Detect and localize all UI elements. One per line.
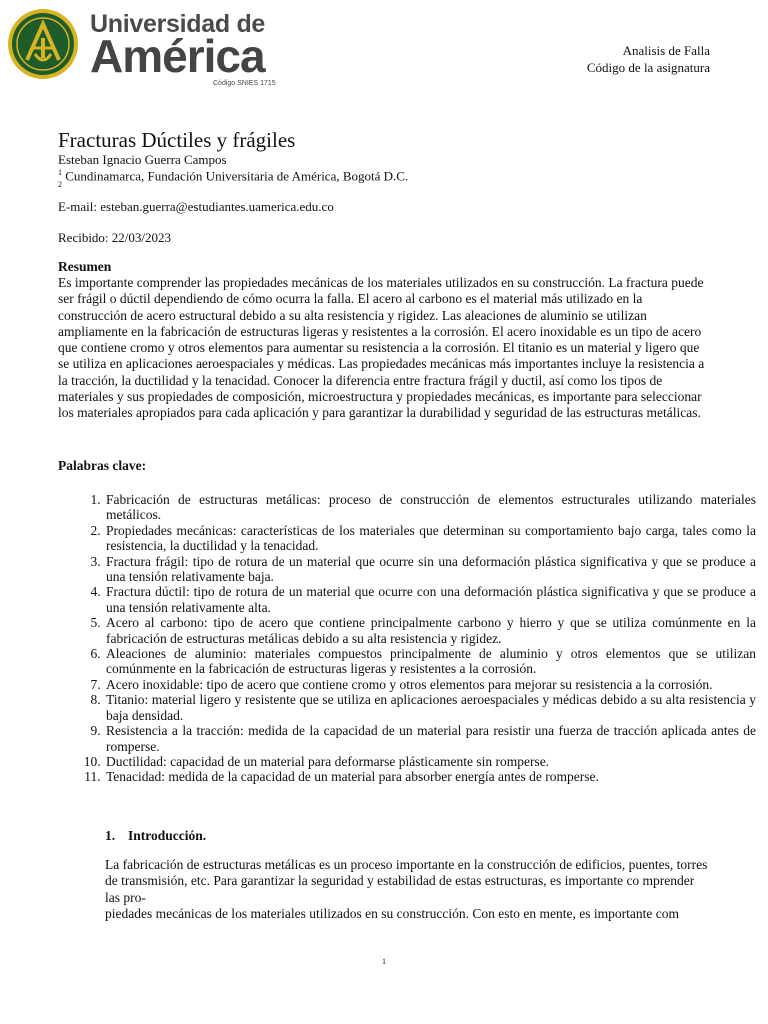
- keyword-item: 1. Fabricación de estructuras metálicas: proceso de construcción de elementos estructurales utilizando materiales metálicos.: [104, 492, 756, 523]
- keyword-item: 2. Propiedades mecánicas: características de los materiales que determinan su comportamiento bajo carga, tales como la resistencia, la ductilidad y la tenacidad.: [104, 523, 756, 554]
- university-name-line2: América: [90, 30, 265, 82]
- snies-code: Código SNIES 1715: [213, 80, 276, 87]
- page-number: 1: [382, 957, 386, 966]
- keyword-item: 7. Acero inoxidable: tipo de acero que contiene cromo y otros elementos para mejorar su resistencia a la corrosión.: [104, 677, 756, 692]
- keyword-item: 11. Tenacidad: medida de la capacidad de un material para absorber energía antes de romperse.: [104, 769, 756, 784]
- intro-paragraph-line1: La fabricación de estructuras metálicas es un proceso importante en la construcción de edificios, puentes, torres de transmisión, etc. Para garantizar la seguridad y estabilidad de estas estructuras, es importante co mprender las pro-: [105, 857, 708, 905]
- section-number: 1.: [105, 828, 116, 843]
- affiliation-1-text: Cundinamarca, Fundación Universitaria de América, Bogotá D.C.: [62, 168, 409, 184]
- author-name: Esteban Ignacio Guerra Campos: [58, 152, 227, 167]
- section-heading-introduction: [105, 828, 206, 844]
- keyword-item: 6. Aleaciones de aluminio: materiales compuestos principalmente de aluminio y otros elementos que se utilizan comúnmente en la fabricación de estructuras ligeras y resistentes a la corrosión.: [104, 646, 756, 677]
- abstract-text: Es importante comprender las propiedades mecánicas de los materiales utilizados en su construcción. La fractura puede ser frágil o dúctil dependiendo de cómo ocurra la falla. El acero al carbono es el material más utilizado en la construcción de acero estructural debido a su alta resistencia y rigidez. Las aleaciones de aluminio se utilizan ampliamente en la fabricación de estructuras ligeras y resistentes a la corrosión. El acero inoxidable es un tipo de acero que contiene cromo y otros elementos para aumentar su resistencia a la corrosión. El titanio es un material y ligero que se utiliza en aplicaciones aeroespaciales y médicas. Las propiedades mecánicas más importantes incluye la resistencia a la tracción, la ductilidad y la tenacidad. Conocer la diferencia entre fractura frágil y ductil, así como los tipos de materiales y sus propiedades de composición, microestructura y propiedades mecánicas, es importante para seleccionar los materiales apropiados para cada aplicación y para garantizar la durabilidad y seguridad de las estructuras metálicas.: [58, 275, 705, 421]
- paper-title: Fracturas Dúctiles y frágiles: [58, 128, 296, 152]
- intro-paragraph-line2: piedades mecánicas de los materiales utilizados en su construcción. Con esto en mente, es importante com: [105, 905, 679, 921]
- university-seal-icon: [7, 8, 79, 80]
- received-date: Recibido: 22/03/2023: [58, 230, 172, 245]
- keywords-heading: Palabras clave:: [58, 458, 147, 473]
- affiliation-1-mark: 1: [58, 168, 62, 177]
- keyword-item: 9. Resistencia a la tracción: medida de la capacidad de un material para resistir una fuerza de tracción aplicada antes de romperse.: [104, 723, 756, 754]
- keyword-item: 5. Acero al carbono: tipo de acero que contiene principalmente carbono y hierro y que se utiliza comúnmente en la fabricación de estructuras metálicas debido a su alta resistencia y rigidez.: [104, 615, 756, 646]
- introduction-body: [105, 857, 710, 922]
- keyword-item: 3. Fractura frágil: tipo de rotura de un material que ocurre sin una deformación plástica significativa y que se produce a una tensión relativamente baja.: [104, 554, 756, 585]
- course-header: [587, 42, 710, 76]
- university-name-line1: Universidad de: [90, 10, 266, 38]
- keyword-item: 4. Fractura dúctil: tipo de rotura de un material que ocurre con una deformación plástica significativa y que se produce a una tensión relativamente alta.: [104, 584, 756, 615]
- course-code: Código de la asignatura: [586, 60, 710, 75]
- course-name: Analisis de Falla: [622, 43, 710, 58]
- section-title: Introducción.: [128, 828, 207, 843]
- affiliation-2-mark: 2: [58, 180, 62, 189]
- affiliation-1: [58, 168, 408, 184]
- keyword-item: 8. Titanio: material ligero y resistente que se utiliza en aplicaciones aeroespaciales y médicas debido a su alta resistencia y baja densidad.: [104, 692, 756, 723]
- keywords-list: [58, 492, 756, 785]
- abstract-heading: Resumen: [58, 259, 112, 274]
- author-email: E-mail: esteban.guerra@estudiantes.uamerica.edu.co: [58, 199, 334, 214]
- keyword-item: 10. Ductilidad: capacidad de un material para deformarse plásticamente sin romperse.: [104, 754, 756, 769]
